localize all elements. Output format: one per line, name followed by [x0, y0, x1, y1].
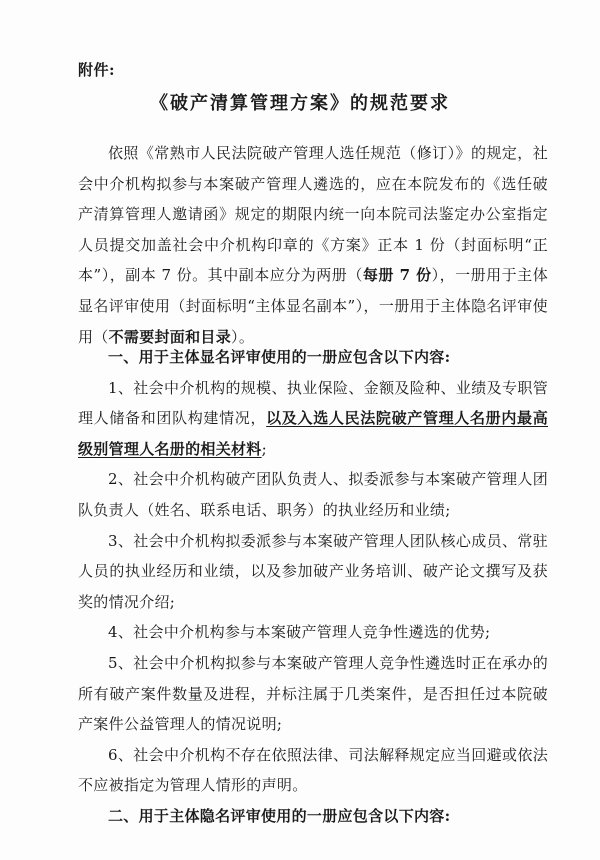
- section2-heading: 二、用于主体隐名评审使用的一册应包含以下内容:: [108, 806, 451, 825]
- section1-item3: 3、社会中介机构拟委派参与本案破产管理人团队核心成员、常驻人员的执业经历和业绩，以及参加破产业务培训、破产论文撰写及获奖的情况介绍;: [78, 531, 548, 611]
- attachment-label: 附件:: [78, 61, 116, 79]
- section1: [78, 342, 548, 832]
- item1-end: ;: [261, 439, 267, 458]
- section1-item4: 4、社会中介机构参与本案破产管理人竞争性遴选的优势;: [108, 623, 491, 642]
- intro-part1: 依照《常熟市人民法院破产管理人选任规范（修订）》的规定，社会中介机构拟参与本案破产管理人遴选的，应在本院发布的《选任破产清算管理人邀请函》规定的期限内统一向本院司法鉴定办公室指定人员提交加盖社会中介机构印章的《方案》正本 1 份（封面标明“正本”），副本 7 份。其中副本应分为两册（: [78, 144, 548, 285]
- intro-no-cover-note: 不需要封面和目录: [108, 327, 232, 346]
- intro-part3: ），一册用于主体显名评审使用（封面标明“主体显名副本”），一册用于主体隐名评审使用（: [78, 266, 548, 346]
- item1-emphasis: 以及入选人民法院破产管理人名册内最高级别管理人名册的相关材料: [78, 409, 548, 458]
- section1-item5: 5、社会中介机构拟参与本案破产管理人竞争性遴选时正在承办的所有破产案件数量及进程，并标注属于几类案件，是否担任过本院破产案件公益管理人的情况说明;: [78, 653, 548, 734]
- section1-item1: [78, 373, 548, 465]
- intro-paragraph: [78, 138, 548, 352]
- section1-item6: 6、社会中介机构不存在依照法律、司法解释规定应当回避或依法不应被指定为管理人情形的声明。: [78, 745, 548, 795]
- document-title: 《破产清算管理方案》的规范要求: [150, 93, 450, 114]
- intro-part5: ）。: [231, 327, 255, 346]
- intro-copies-per-volume: 每册 7 份: [362, 266, 432, 285]
- section1-item2: 2、社会中介机构破产团队负责人、拟委派参与本案破产管理人团队负责人（姓名、联系电话、职务）的执业经历和业绩;: [78, 470, 548, 519]
- item1-text: 1、社会中介机构的规模、执业保险、金额及险种、业绩及专职管理人储备和团队构建情况，: [78, 378, 548, 428]
- intro-text: [78, 138, 548, 352]
- section1-heading: 一、用于主体显名评审使用的一册应包含以下内容:: [108, 348, 451, 366]
